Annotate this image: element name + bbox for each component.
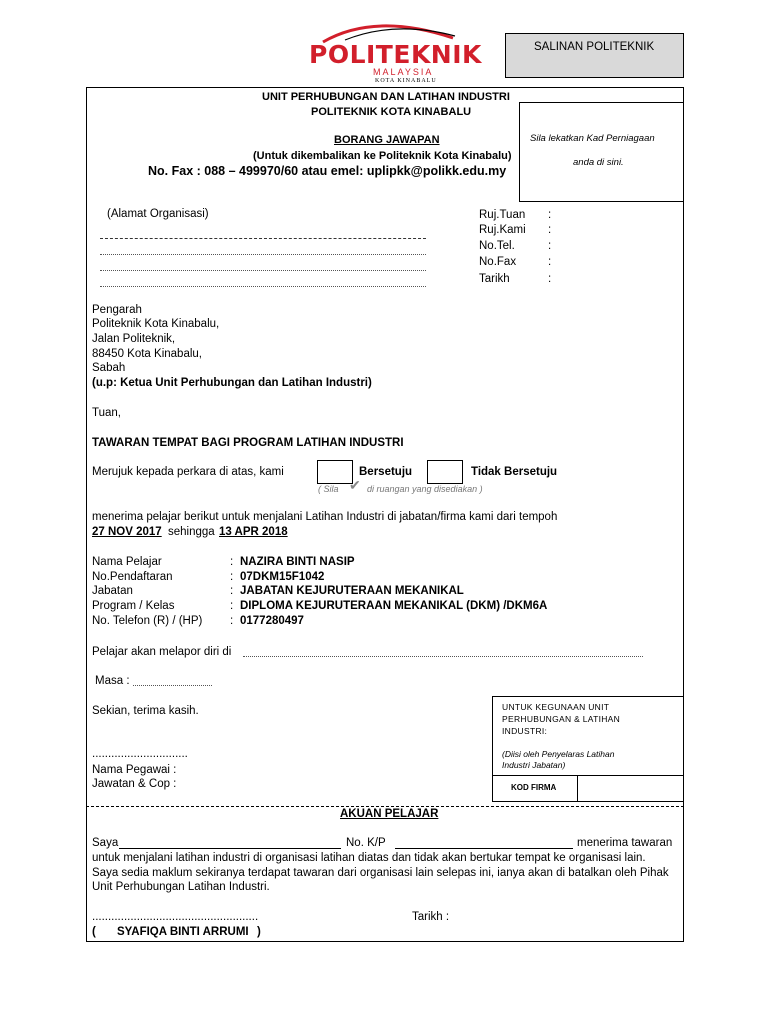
business-card-box[interactable] [519, 102, 684, 202]
officer-position-label: Jawatan & Cop : [92, 778, 177, 790]
period-start: 27 NOV 2017 [92, 526, 162, 538]
ref-sep: : [548, 256, 552, 268]
student-label: No. Telefon (R) / (HP) [92, 615, 203, 627]
unit-box-line2: PERHUBUNGAN & LATIHAN [502, 714, 621, 724]
report-location-field[interactable] [243, 656, 643, 657]
declaration-divider [86, 806, 684, 807]
check-icon: ✔ [349, 477, 361, 493]
copy-label-box [505, 33, 684, 78]
student-label: Program / Kelas [92, 600, 175, 612]
student-label: Jabatan [92, 585, 133, 597]
student-value: 0177280497 [240, 615, 304, 627]
ref-label: Ruj.Tuan [479, 209, 526, 221]
copy-label: SALINAN POLITEKNIK [534, 41, 655, 53]
declaration-line-4: Unit Perhubungan Latihan Industri. [92, 881, 270, 893]
ref-label: No.Tel. [479, 240, 515, 252]
ref-label: Ruj.Kami [479, 224, 526, 236]
recipient-attn: (u.p: Ketua Unit Perhubungan dan Latihan Industri) [92, 377, 372, 389]
unit-box-note2: Industri Jabatan) [502, 760, 566, 770]
disagree-label: Tidak Bersetuju [471, 466, 558, 478]
return-note: (Untuk dikembalikan ke Politeknik Kota Kinabalu) [253, 150, 512, 162]
period-end: 13 APR 2018 [219, 526, 288, 538]
student-colon: : [230, 556, 234, 568]
student-colon: : [230, 615, 234, 627]
logo-sub-kota: KOTA KINABALU [375, 78, 437, 84]
declaration-name-close: ) [257, 926, 261, 938]
card-box-text1: Sila lekatkan Kad Perniagaan [530, 133, 655, 144]
student-signature-dots[interactable]: .................................................... [92, 911, 259, 923]
closing: Sekian, terima kasih. [92, 705, 199, 717]
firm-code-field[interactable] [579, 776, 683, 801]
recipient-line-2: Politeknik Kota Kinabalu, [92, 318, 220, 330]
student-value: DIPLOMA KEJURUTERAAN MEKANIKAL (DKM) /DKM6A [240, 600, 548, 612]
address-label: (Alamat Organisasi) [107, 208, 209, 220]
firm-code-divider [577, 776, 578, 801]
declaration-line-3: Saya sedia maklum sekiranya terdapat tawaran dari organisasi lain selepas ini, ianya akan di batalkan oleh Pihak [92, 867, 669, 879]
address-line-2[interactable] [100, 254, 426, 255]
checkbox-hint-left: ( Sila [318, 484, 339, 494]
report-label: Pelajar akan melapor diri di [92, 646, 232, 658]
recipient-line-3: Jalan Politeknik, [92, 333, 176, 345]
student-colon: : [230, 600, 234, 612]
address-line-1[interactable] [100, 238, 426, 239]
declaration-name-field[interactable] [119, 848, 341, 849]
declaration-line-2: untuk menjalani latihan industri di organisasi latihan diatas dan tidak akan bertukar tempat ke organisasi lain. [92, 852, 646, 864]
officer-name-label: Nama Pegawai : [92, 764, 177, 776]
header-unit: UNIT PERHUBUNGAN DAN LATIHAN INDUSTRI [262, 91, 510, 103]
declaration-date-label: Tarikh : [412, 911, 450, 923]
ref-sep: : [548, 240, 552, 252]
agree-intro: Merujuk kepada perkara di atas, kami [92, 466, 284, 478]
checkbox-hint-right: di ruangan yang disediakan ) [367, 484, 483, 494]
ref-sep: : [548, 224, 552, 236]
header-politeknik: POLITEKNIK KOTA KINABALU [311, 106, 472, 118]
student-value: NAZIRA BINTI NASIP [240, 556, 355, 568]
declaration-student-name: SYAFIQA BINTI ARRUMI [117, 926, 249, 938]
student-value: 07DKM15F1042 [240, 571, 325, 583]
unit-box-line3: INDUSTRI: [502, 726, 548, 736]
politeknik-logo [305, 18, 485, 84]
ref-label: No.Fax [479, 256, 517, 268]
unit-box-note1: (Diisi oleh Penyelaras Latihan [502, 749, 615, 759]
ref-label: Tarikh [479, 273, 510, 285]
recipient-line-4: 88450 Kota Kinabalu, [92, 348, 202, 360]
student-value: JABATAN KEJURUTERAAN MEKANIKAL [240, 585, 464, 597]
declaration-title: AKUAN PELAJAR [340, 808, 439, 820]
address-line-4[interactable] [100, 286, 426, 287]
report-time-label: Masa : [95, 675, 130, 687]
ref-sep: : [548, 273, 552, 285]
recipient-line-5: Sabah [92, 362, 126, 374]
period-mid: sehingga [168, 526, 215, 538]
logo-wordmark: POLITEKNIK [309, 40, 482, 69]
agree-checkbox[interactable] [317, 460, 353, 484]
unit-use-box [492, 696, 684, 802]
card-box-text2: anda di sini. [573, 157, 624, 168]
firm-code-label: KOD FIRMA [511, 783, 557, 792]
period-text: menerima pelajar berikut untuk menjalani Latihan Industri di jabatan/firma kami dari tempoh [92, 511, 558, 523]
form-title: BORANG JAWAPAN [334, 134, 440, 146]
unit-box-line1: UNTUK KEGUNAAN UNIT [502, 702, 610, 712]
declaration-kp-field[interactable] [395, 848, 573, 849]
student-label: No.Pendaftaran [92, 571, 173, 583]
student-colon: : [230, 585, 234, 597]
disagree-checkbox[interactable] [427, 460, 463, 484]
student-label: Nama Pelajar [92, 556, 162, 568]
address-line-3[interactable] [100, 270, 426, 271]
recipient-line-1: Pengarah [92, 304, 142, 316]
declaration-kp-label: No. K/P [346, 837, 386, 849]
salutation: Tuan, [92, 407, 121, 419]
agree-label: Bersetuju [359, 466, 413, 478]
student-colon: : [230, 571, 234, 583]
declaration-accept: menerima tawaran [577, 837, 673, 849]
declaration-name-open: ( [92, 926, 96, 938]
fax-email: No. Fax : 088 – 499970/60 atau emel: uplipkk@polikk.edu.my [148, 164, 507, 178]
declaration-saya: Saya [92, 837, 119, 849]
subject: TAWARAN TEMPAT BAGI PROGRAM LATIHAN INDUSTRI [92, 437, 404, 449]
firm-code-row [492, 775, 684, 802]
signature-dots[interactable]: .............................. [92, 748, 188, 760]
ref-sep: : [548, 209, 552, 221]
report-time-field[interactable] [133, 685, 212, 686]
logo-sub-malaysia: MALAYSIA [373, 67, 434, 77]
